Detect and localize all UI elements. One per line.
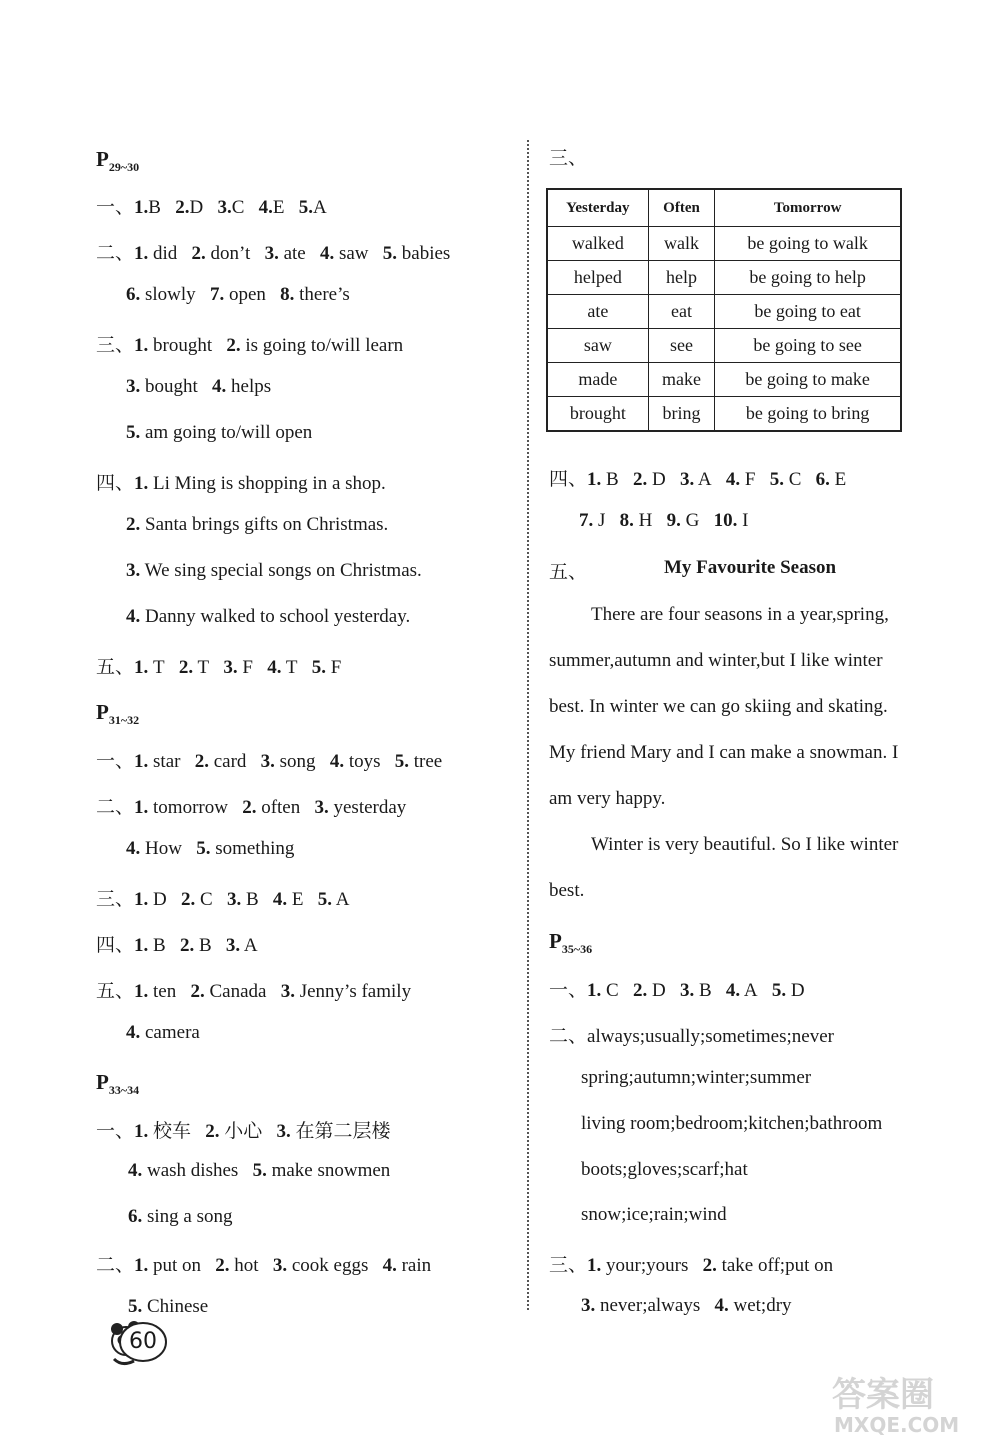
essay-line: best. In winter we can go skiing and skating. <box>549 696 888 717</box>
table-cell: walked <box>547 227 648 261</box>
answer-row: snow;ice;rain;wind <box>581 1204 727 1225</box>
table-cell: be going to make <box>715 363 901 397</box>
answer-row: 4. How 5. something <box>126 838 295 859</box>
answer-row: 4. Danny walked to school yesterday. <box>126 606 411 627</box>
watermark-logo <box>826 1368 986 1438</box>
answer-row: 一、1.B 2.D 3.C 4.E 5.A <box>96 197 327 218</box>
answer-row: 四、1. B 2. B 3. A <box>96 935 258 956</box>
section-number: 三、 <box>549 148 588 169</box>
watermark-text: 答案圈 <box>832 1375 934 1415</box>
answer-row: 2. Santa brings gifts on Christmas. <box>126 514 389 535</box>
answer-row: 三、1. brought 2. is going to/will learn <box>96 335 404 356</box>
answer-row: 二、1. did 2. don’t 3. ate 4. saw 5. babies <box>96 243 451 264</box>
answer-row: 一、1. 校车 2. 小心 3. 在第二层楼 <box>96 1121 391 1142</box>
answer-row: 3. never;always 4. wet;dry <box>581 1295 792 1316</box>
table-cell: be going to help <box>715 261 901 295</box>
table-cell: saw <box>547 329 648 363</box>
watermark-url: MXQE.COM <box>834 1413 960 1437</box>
essay-line: There are four seasons in a year,spring, <box>591 604 889 625</box>
table-cell: be going to see <box>715 329 901 363</box>
essay-line: best. <box>549 880 585 901</box>
table-row <box>547 363 901 397</box>
verb-tense-table <box>546 188 902 432</box>
table-cell: helped <box>547 261 648 295</box>
essay-line: Winter is very beautiful. So I like winter <box>591 834 899 855</box>
table-cell: brought <box>547 397 648 432</box>
table-row <box>547 397 901 432</box>
page-heading-31-32: $P_{31\sim 32}$ <box>96 700 140 728</box>
table-cell: made <box>547 363 648 397</box>
column-header: Tomorrow <box>715 189 901 227</box>
table-row <box>547 227 901 261</box>
answer-row: 4. wash dishes 5. make snowmen <box>128 1160 391 1181</box>
answer-row: 二、always;usually;sometimes;never <box>549 1026 834 1047</box>
answer-row: 5. Chinese <box>128 1296 209 1317</box>
essay-line: summer,autumn and winter,but I like winter <box>549 650 883 671</box>
answer-row: 四、1. B 2. D 3. A 4. F 5. C 6. E <box>549 469 847 490</box>
answer-row: boots;gloves;scarf;hat <box>581 1159 748 1180</box>
page-number: 60 <box>118 1320 168 1364</box>
answer-row: 3. bought 4. helps <box>126 376 272 397</box>
answer-row: 3. We sing special songs on Christmas. <box>126 560 422 581</box>
answer-row: living room;bedroom;kitchen;bathroom <box>581 1113 883 1134</box>
essay-body <box>549 592 963 914</box>
answer-row: 二、1. tomorrow 2. often 3. yesterday <box>96 797 407 818</box>
essay-line: My friend Mary and I can make a snowman. I <box>549 742 899 763</box>
answer-row: 五、1. T 2. T 3. F 4. T 5. F <box>96 657 342 678</box>
answer-row: 一、1. star 2. card 3. song 4. toys 5. tree <box>96 751 443 772</box>
page-heading-35-36: $P_{35\sim 36}$ <box>549 929 593 957</box>
table-cell: help <box>648 261 715 295</box>
table-cell: see <box>648 329 715 363</box>
table-row <box>547 329 901 363</box>
answer-row: 7. J 8. H 9. G 10. I <box>579 510 749 531</box>
answer-row: 一、1. C 2. D 3. B 4. A 5. D <box>549 980 805 1001</box>
answer-row: 4. camera <box>126 1022 200 1043</box>
answer-row: 6. slowly 7. open 8. there’s <box>126 284 350 305</box>
table-cell: be going to walk <box>715 227 901 261</box>
answer-row: 五、1. ten 2. Canada 3. Jenny’s family <box>96 981 412 1002</box>
table-cell: be going to bring <box>715 397 901 432</box>
table-cell: ate <box>547 295 648 329</box>
column-divider <box>527 140 529 1310</box>
answer-row: spring;autumn;winter;summer <box>581 1067 812 1088</box>
table-cell: be going to eat <box>715 295 901 329</box>
answer-row: 5. am going to/will open <box>126 422 313 443</box>
section-number: 五、 <box>549 562 588 583</box>
answer-row: 6. sing a song <box>128 1206 233 1227</box>
table-cell: make <box>648 363 715 397</box>
table-cell: eat <box>648 295 715 329</box>
page-heading-33-34: $P_{33\sim 34}$ <box>96 1070 140 1098</box>
table-header-row <box>547 189 901 227</box>
page-heading-29-30: $P_{29\sim 30}$ <box>96 147 140 175</box>
answer-row: 四、1. Li Ming is shopping in a shop. <box>96 473 386 494</box>
column-header: Yesterday <box>547 189 648 227</box>
essay-line: am very happy. <box>549 788 666 809</box>
table-row <box>547 295 901 329</box>
answer-row: 三、1. D 2. C 3. B 4. E 5. A <box>96 889 350 910</box>
essay-title: My Favourite Season <box>664 557 837 578</box>
table-cell: walk <box>648 227 715 261</box>
answer-row: 三、1. your;yours 2. take off;put on <box>549 1255 834 1276</box>
answer-row: 二、1. put on 2. hot 3. cook eggs 4. rain <box>96 1255 432 1276</box>
table-cell: bring <box>648 397 715 432</box>
column-header: Often <box>648 189 715 227</box>
table-row <box>547 261 901 295</box>
